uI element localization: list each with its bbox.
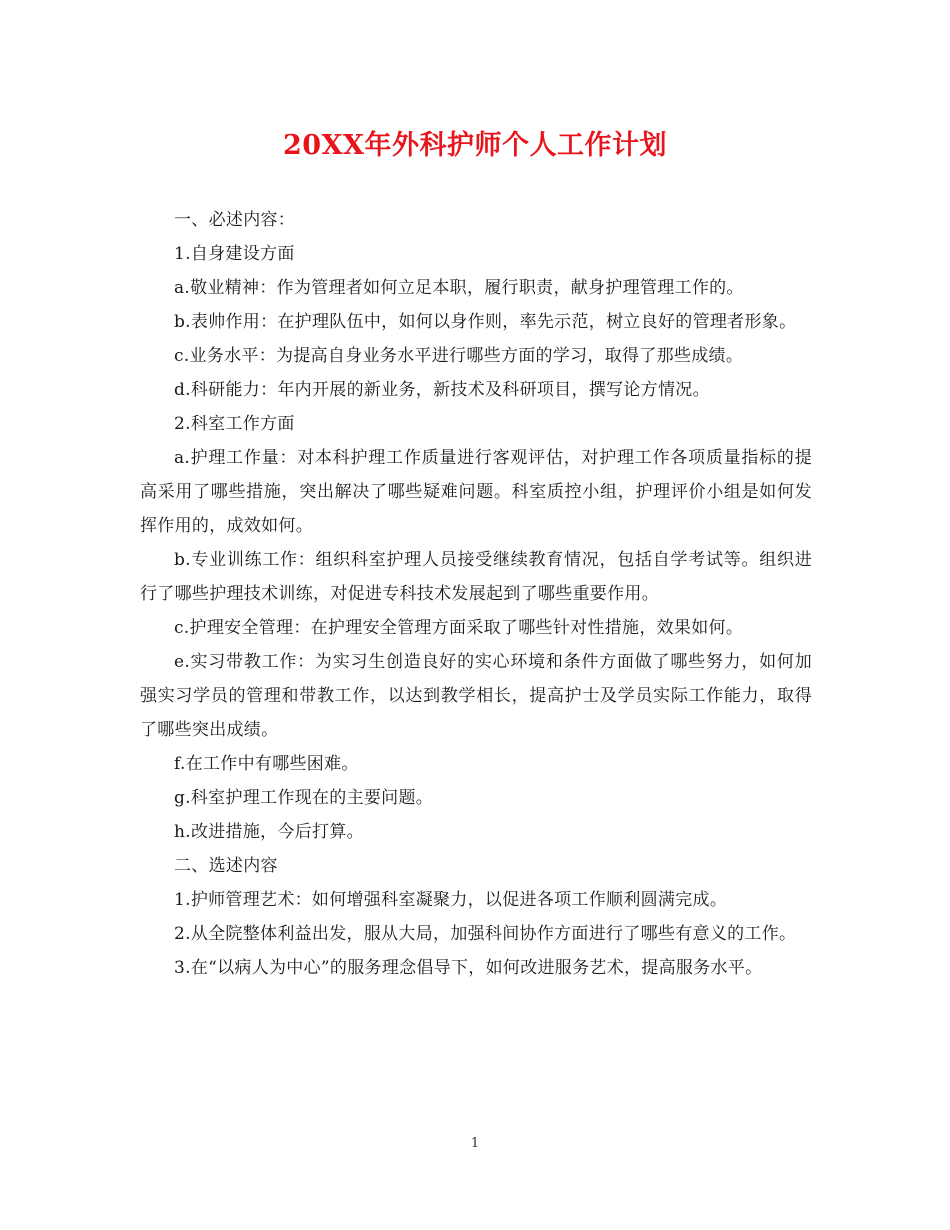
section-heading-required: 一、必述内容：: [174, 210, 296, 230]
subsection-department-work: 2.科室工作方面: [174, 414, 295, 434]
paragraph-nursing-workload: a.护理工作量：对本科护理工作质量进行客观评估，对护理工作各项质量指标的提高采用了哪些措施，突出解决了哪些疑难问题。科室质控小组，护理评价小组是如何发挥作用的，成效如何。: [140, 448, 812, 536]
paragraph-main-problems: g.科室护理工作现在的主要问题。: [174, 788, 434, 808]
paragraph-management-art: 1.护师管理艺术：如何增强科室凝聚力，以促进各项工作顺利圆满完成。: [174, 890, 728, 910]
paragraph-difficulties: f.在工作中有哪些困难。: [174, 754, 359, 774]
paragraph-overall-interest: 2.从全院整体利益出发，服从大局，加强科间协作方面进行了哪些有意义的工作。: [174, 924, 797, 944]
paragraph-professional-training: b.专业训练工作：组织科室护理人员接受继续教育情况，包括自学考试等。组织进行了哪些护理技术训练，对促进专科技术发展起到了哪些重要作用。: [140, 550, 812, 604]
paragraph-dedication: a.敬业精神：作为管理者如何立足本职，履行职责，献身护理管理工作的。: [174, 278, 744, 298]
subsection-self-building: 1.自身建设方面: [174, 244, 295, 264]
paragraph-improvement: h.改进措施，今后打算。: [174, 822, 364, 842]
page-number: 1: [470, 1136, 480, 1151]
document-body: [140, 203, 812, 985]
document-title: 20XX年外科护师个人工作计划: [283, 130, 667, 161]
section-heading-optional: 二、选述内容: [174, 856, 278, 876]
paragraph-professional-level: c.业务水平：为提高自身业务水平进行哪些方面的学习，取得了那些成绩。: [174, 346, 744, 366]
paragraph-research-ability: d.科研能力：年内开展的新业务，新技术及科研项目，撰写论方情况。: [174, 380, 710, 400]
paragraph-role-model: b.表帅作用：在护理队伍中，如何以身作则，率先示范，树立良好的管理者形象。: [174, 312, 797, 332]
paragraph-patient-centered: 3.在“以病人为中心”的服务理念倡导下，如何改进服务艺术，提高服务水平。: [174, 958, 763, 978]
paragraph-internship-teaching: e.实习带教工作：为实习生创造良好的实心环境和条件方面做了哪些努力，如何加强实习学员的管理和带教工作，以达到教学相长，提高护士及学员实际工作能力，取得了哪些突出成绩。: [140, 652, 812, 740]
paragraph-safety-management: c.护理安全管理：在护理安全管理方面采取了哪些针对性措施，效果如何。: [174, 618, 744, 638]
